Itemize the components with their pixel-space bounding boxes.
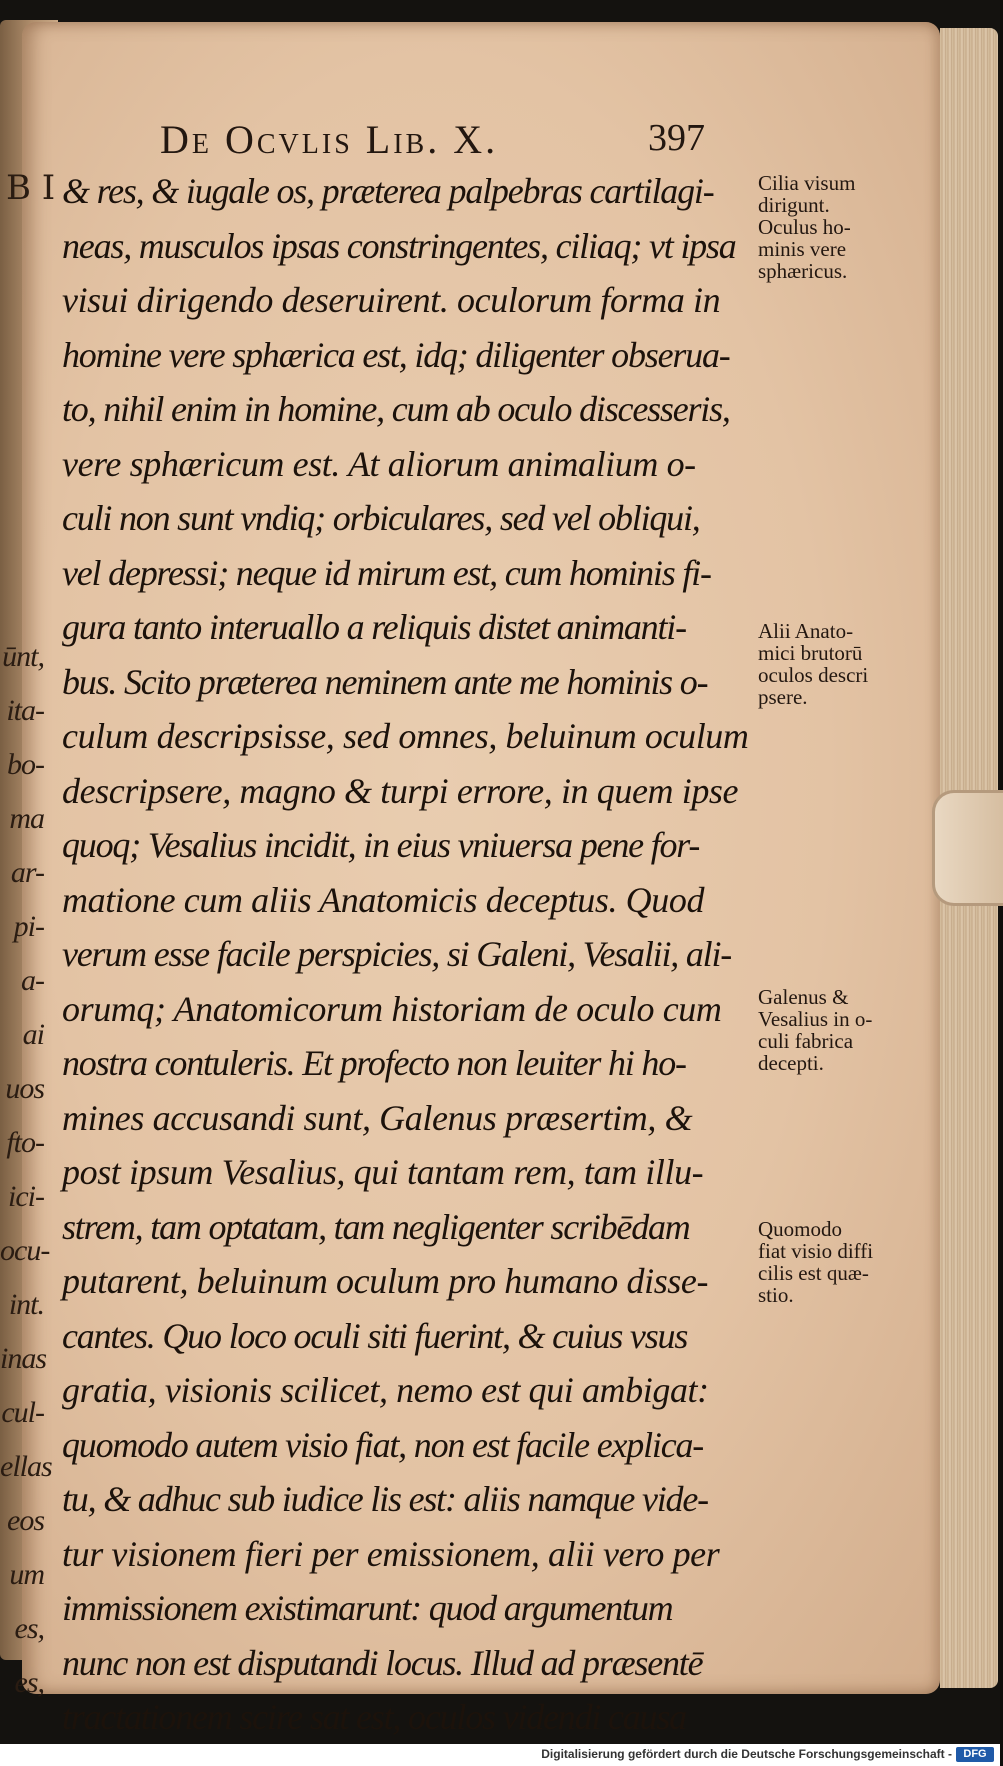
book-clasp <box>932 790 1003 906</box>
funding-credit: Digitalisierung gefördert durch die Deutsche Forschungsgemeinschaft - <box>541 1747 952 1761</box>
text-line: tractationem scire sat est, oculos videndi causa <box>62 1697 686 1737</box>
text-line: gura tanto interuallo a reliquis distet animanti- <box>62 607 686 647</box>
margin-note <box>758 986 936 1074</box>
left-fragment: cul- <box>1 1396 44 1429</box>
margin-note <box>758 620 936 708</box>
margin-note-line: Oculus ho- <box>758 215 851 239</box>
left-fragment: uos <box>5 1072 44 1105</box>
left-fragment: ocu- <box>0 1234 50 1267</box>
left-fragment: ellas <box>0 1450 52 1483</box>
running-title: De Ocvlis Lib. X. <box>160 117 499 162</box>
text-line: descripsere, magno & turpi errore, in quem ipse <box>62 770 739 811</box>
left-fragment: ūnt, <box>2 640 44 673</box>
text-line: orumq; Anatomicorum historiam de oculo cum <box>62 988 722 1029</box>
text-line: neas, musculos ipsas constringentes, ciliaq; vt ipsa <box>62 225 736 266</box>
margin-note-line: cilis est quæ- <box>758 1261 869 1285</box>
text-line: tur visionem fieri per emissionem, alii vero per <box>62 1533 720 1574</box>
digitization-footer <box>0 1744 1000 1766</box>
margin-note-line: Cilia visum <box>758 171 856 195</box>
text-line: mines accusandi sunt, Galenus præsertim, & <box>62 1097 693 1138</box>
margin-note-line: stio. <box>758 1283 794 1307</box>
margin-note-line: sphæricus. <box>758 259 848 283</box>
margin-note <box>758 1218 936 1306</box>
margin-note-line: decepti. <box>758 1051 824 1075</box>
left-fragment: inas <box>0 1342 47 1375</box>
left-fragment: um <box>9 1558 44 1591</box>
text-line: post ipsum Vesalius, qui tantam rem, tam illu- <box>62 1152 704 1192</box>
page-number: 397 <box>648 117 705 159</box>
dfg-logo: DFG <box>956 1747 994 1762</box>
margin-note-line: oculos descri <box>758 663 869 687</box>
text-line: putarent, beluinum oculum pro humano disse- <box>62 1261 709 1301</box>
text-line: culi non sunt vndiq; orbiculares, sed vel obliqui, <box>62 498 700 538</box>
margin-note-line: Alii Anato- <box>758 619 854 643</box>
margin-note-line: fiat visio diffi <box>758 1239 874 1263</box>
margin-note-line: Quomodo <box>758 1217 842 1241</box>
text-line: & res, & iugale os, præterea palpebras cartilagi- <box>62 171 714 211</box>
left-margin-letter: B I <box>6 168 56 208</box>
text-line: quoq; Vesalius incidit, in eius vniuersa pene for- <box>62 825 700 865</box>
text-line: visui dirigendo deseruirent. oculorum forma in <box>62 280 721 320</box>
text-line: nunc non est disputandi locus. Illud ad præsentē <box>62 1642 703 1683</box>
text-line: vere sphæricum est. At aliorum animalium o- <box>62 443 696 484</box>
margin-note-line: dirigunt. <box>758 193 830 217</box>
left-page-fragments <box>0 630 52 1710</box>
left-fragment: ita- <box>6 694 44 727</box>
text-line: strem, tam optatam, tam negligenter scribēdam <box>62 1206 690 1247</box>
running-header <box>160 116 720 166</box>
text-line: verum esse facile perspicies, si Galeni, Vesalii, ali- <box>62 934 732 974</box>
left-fragment: a- <box>21 964 44 997</box>
main-text-column <box>62 164 752 1745</box>
text-line: homine vere sphærica est, idq; diligenter obserua- <box>62 334 730 375</box>
left-fragment: es, <box>14 1666 44 1699</box>
left-fragment: bo- <box>7 748 44 781</box>
text-line: to, nihil enim in homine, cum ab oculo discesseris, <box>62 389 730 429</box>
text-line: cantes. Quo loco oculi siti fuerint, & cuius vsus <box>62 1315 688 1356</box>
margin-note-line: mici brutorū <box>758 641 863 665</box>
text-line: bus. Scito præterea neminem ante me hominis o- <box>62 661 708 702</box>
text-line: immissionem existimarunt: quod argumentum <box>62 1588 673 1628</box>
margin-note-line: Galenus & <box>758 985 849 1009</box>
text-line: tu, & adhuc sub iudice lis est: aliis namque vide- <box>62 1479 708 1519</box>
text-line: culum descripsisse, sed omnes, beluinum oculum <box>62 716 749 756</box>
left-fragment: int. <box>8 1288 44 1321</box>
left-fragment: ma <box>9 802 44 835</box>
left-fragment: eos <box>7 1504 44 1537</box>
margin-note-line: psere. <box>758 685 808 709</box>
left-fragment: es, <box>14 1612 44 1645</box>
margin-note <box>758 172 936 282</box>
text-line: gratia, visionis scilicet, nemo est qui ambigat: <box>62 1370 709 1410</box>
text-line: matione cum aliis Anatomicis deceptus. Quod <box>62 879 705 920</box>
margin-note-line: culi fabrica <box>758 1029 854 1053</box>
left-fragment: ici- <box>8 1180 44 1213</box>
left-fragment: fto- <box>6 1126 44 1159</box>
text-line: vel depressi; neque id mirum est, cum hominis fi- <box>62 552 711 593</box>
text-line: quomodo autem visio fiat, non est facile explica- <box>62 1424 704 1465</box>
margin-note-line: Vesalius in o- <box>758 1007 873 1031</box>
margin-note-line: minis vere <box>758 237 847 261</box>
left-fragment: ai <box>22 1018 44 1051</box>
text-line: nostra contuleris. Et profecto non leuiter hi ho- <box>62 1043 686 1083</box>
left-fragment: ar- <box>10 856 44 889</box>
left-fragment: pi- <box>13 910 44 943</box>
